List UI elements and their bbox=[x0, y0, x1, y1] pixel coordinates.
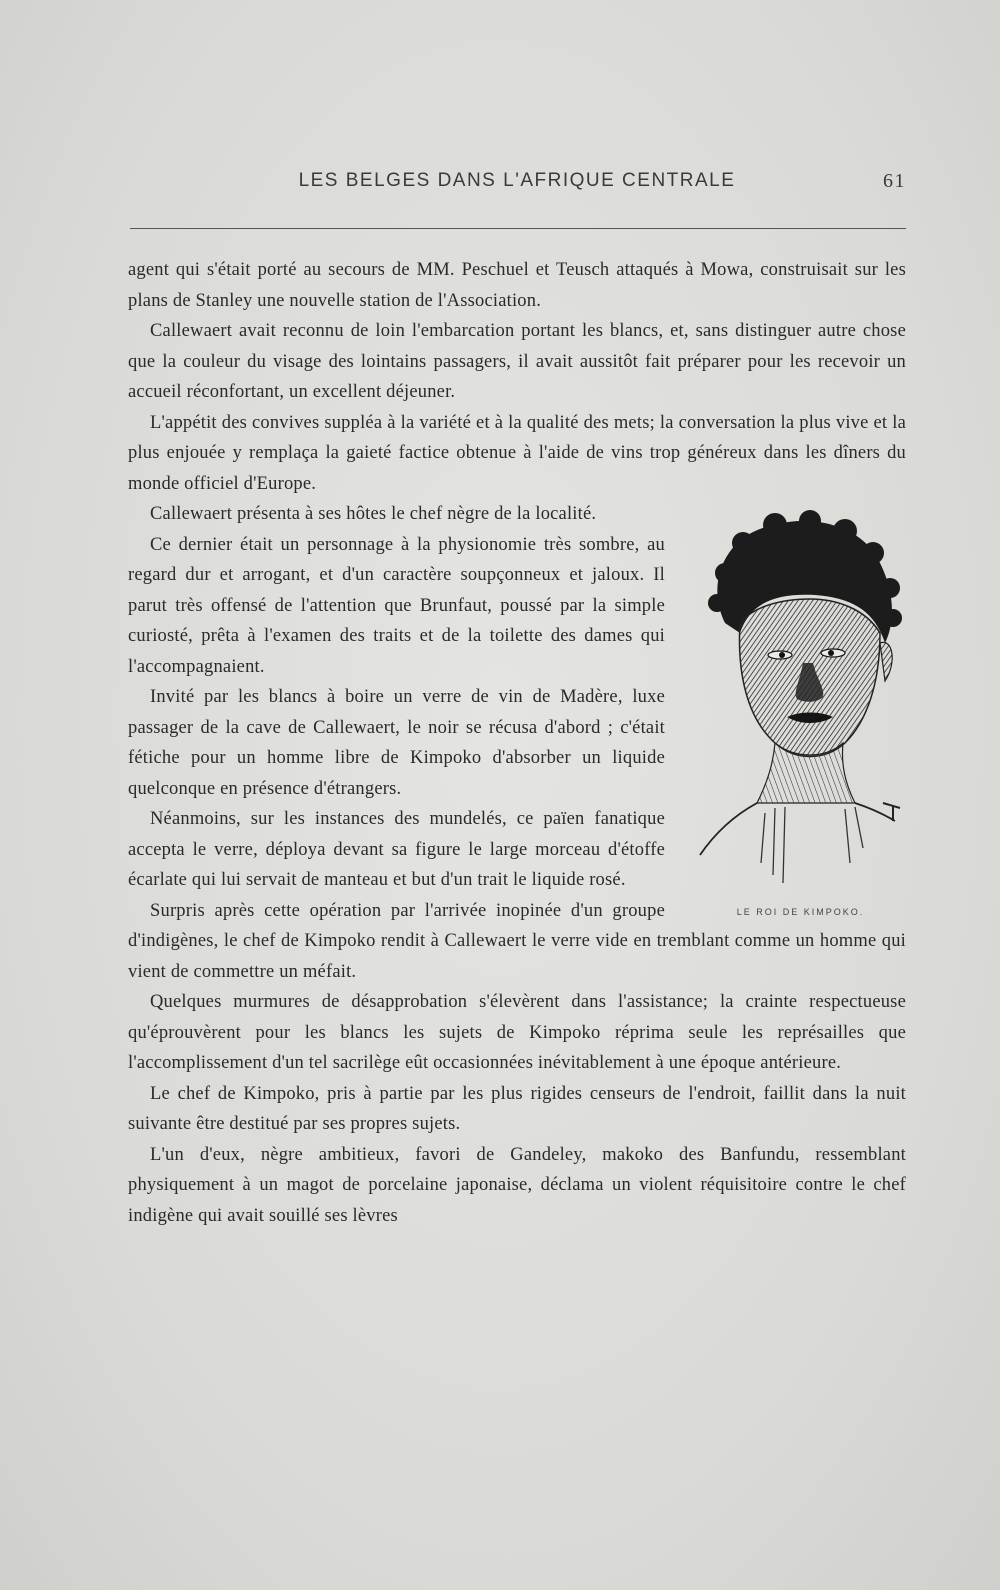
paragraph-8: Surpris après cette opération par l'arrivée inopinée d'un groupe d'indigènes, le chef de Kimpoko rendit à Callewaert le verre vide en tremblant comme un homme qui vient de commettre un méfait. bbox=[128, 900, 906, 982]
paragraph-9: Quelques murmures de désapprobation s'élevèrent dans l'assistance; la crainte respectueuse qu'éprouvèrent pour les blancs les sujets de Kimpoko réprima seule les représailles que l'accomplissement d'un tel sacrilège eût occasionnées inévitablement à une époque antérieure. bbox=[128, 992, 906, 1073]
paragraph-4: Callewaert présenta à ses hôtes le chef nègre de la localité. bbox=[150, 504, 597, 524]
paragraph-11: L'un d'eux, nègre ambitieux, favori de Gandeley, makoko des Banfundu, ressemblant physiquement à un magot de porcelaine japonaise, déclama un violent réquisitoire contre le chef indigène qui avait souillé ses lèvres bbox=[128, 1144, 906, 1226]
portrait-engraving-icon bbox=[695, 503, 905, 893]
paragraph-6: Invité par les blancs à boire un verre de vin de Madère, luxe passager de la cave de Callewaert, le noir se récusa d'abord ; c'était fétiche pour un homme libre de Kimpoko d'absorber un liquide quelconque en présence d'étrangers. bbox=[128, 687, 665, 799]
paragraph-3: L'appétit des convives suppléa à la variété et à la qualité des mets; la conversation la plus vive et la plus enjouée y remplaça la gaieté factice obtenue à l'aide de vins trop généreux dans les dîners du monde officiel d'Europe. bbox=[128, 412, 906, 494]
body-text bbox=[128, 255, 906, 1231]
paragraph-1: agent qui s'était porté au secours de MM. Peschuel et Teusch attaqués à Mowa, construisait sur les plans de Stanley une nouvelle station de l'Association. bbox=[128, 260, 906, 311]
paragraph-5: Ce dernier était un personnage à la physionomie très sombre, au regard dur et arrogant, et d'un caractère soupçonneux et jaloux. Il parut très offensé de l'attention que Brunfaut, poussé par la simple curiosté, prêta à l'examen des traits et de la toilette des dames qui l'accompagnaient. bbox=[128, 534, 665, 677]
page-number: 61 bbox=[883, 170, 906, 192]
portrait-figure bbox=[683, 499, 918, 917]
running-title: LES BELGES DANS L'AFRIQUE CENTRALE bbox=[298, 170, 736, 191]
paragraph-10: Le chef de Kimpoko, pris à partie par les plus rigides censeurs de l'endroit, faillit dans la nuit suivante être destitué par ses propres sujets. bbox=[128, 1083, 906, 1134]
figure-caption: LE ROI DE KIMPOKO. bbox=[736, 907, 865, 917]
paragraph-2: Callewaert avait reconnu de loin l'embarcation portant les blancs, et, sans distinguer autre chose que la couleur du visage des lointains passagers, il avait aussitôt fait préparer pour les recevoir un accueil réconfortant, un excellent déjeuner. bbox=[128, 321, 906, 402]
running-head bbox=[128, 170, 906, 200]
paragraph-7: Néanmoins, sur les instances des mundelés, ce païen fanatique accepta le verre, déploya devant sa figure le large morceau d'étoffe écarlate qui lui servait de manteau et but d'un trait le liquide rosé. bbox=[128, 809, 665, 890]
header-rule bbox=[130, 228, 906, 229]
